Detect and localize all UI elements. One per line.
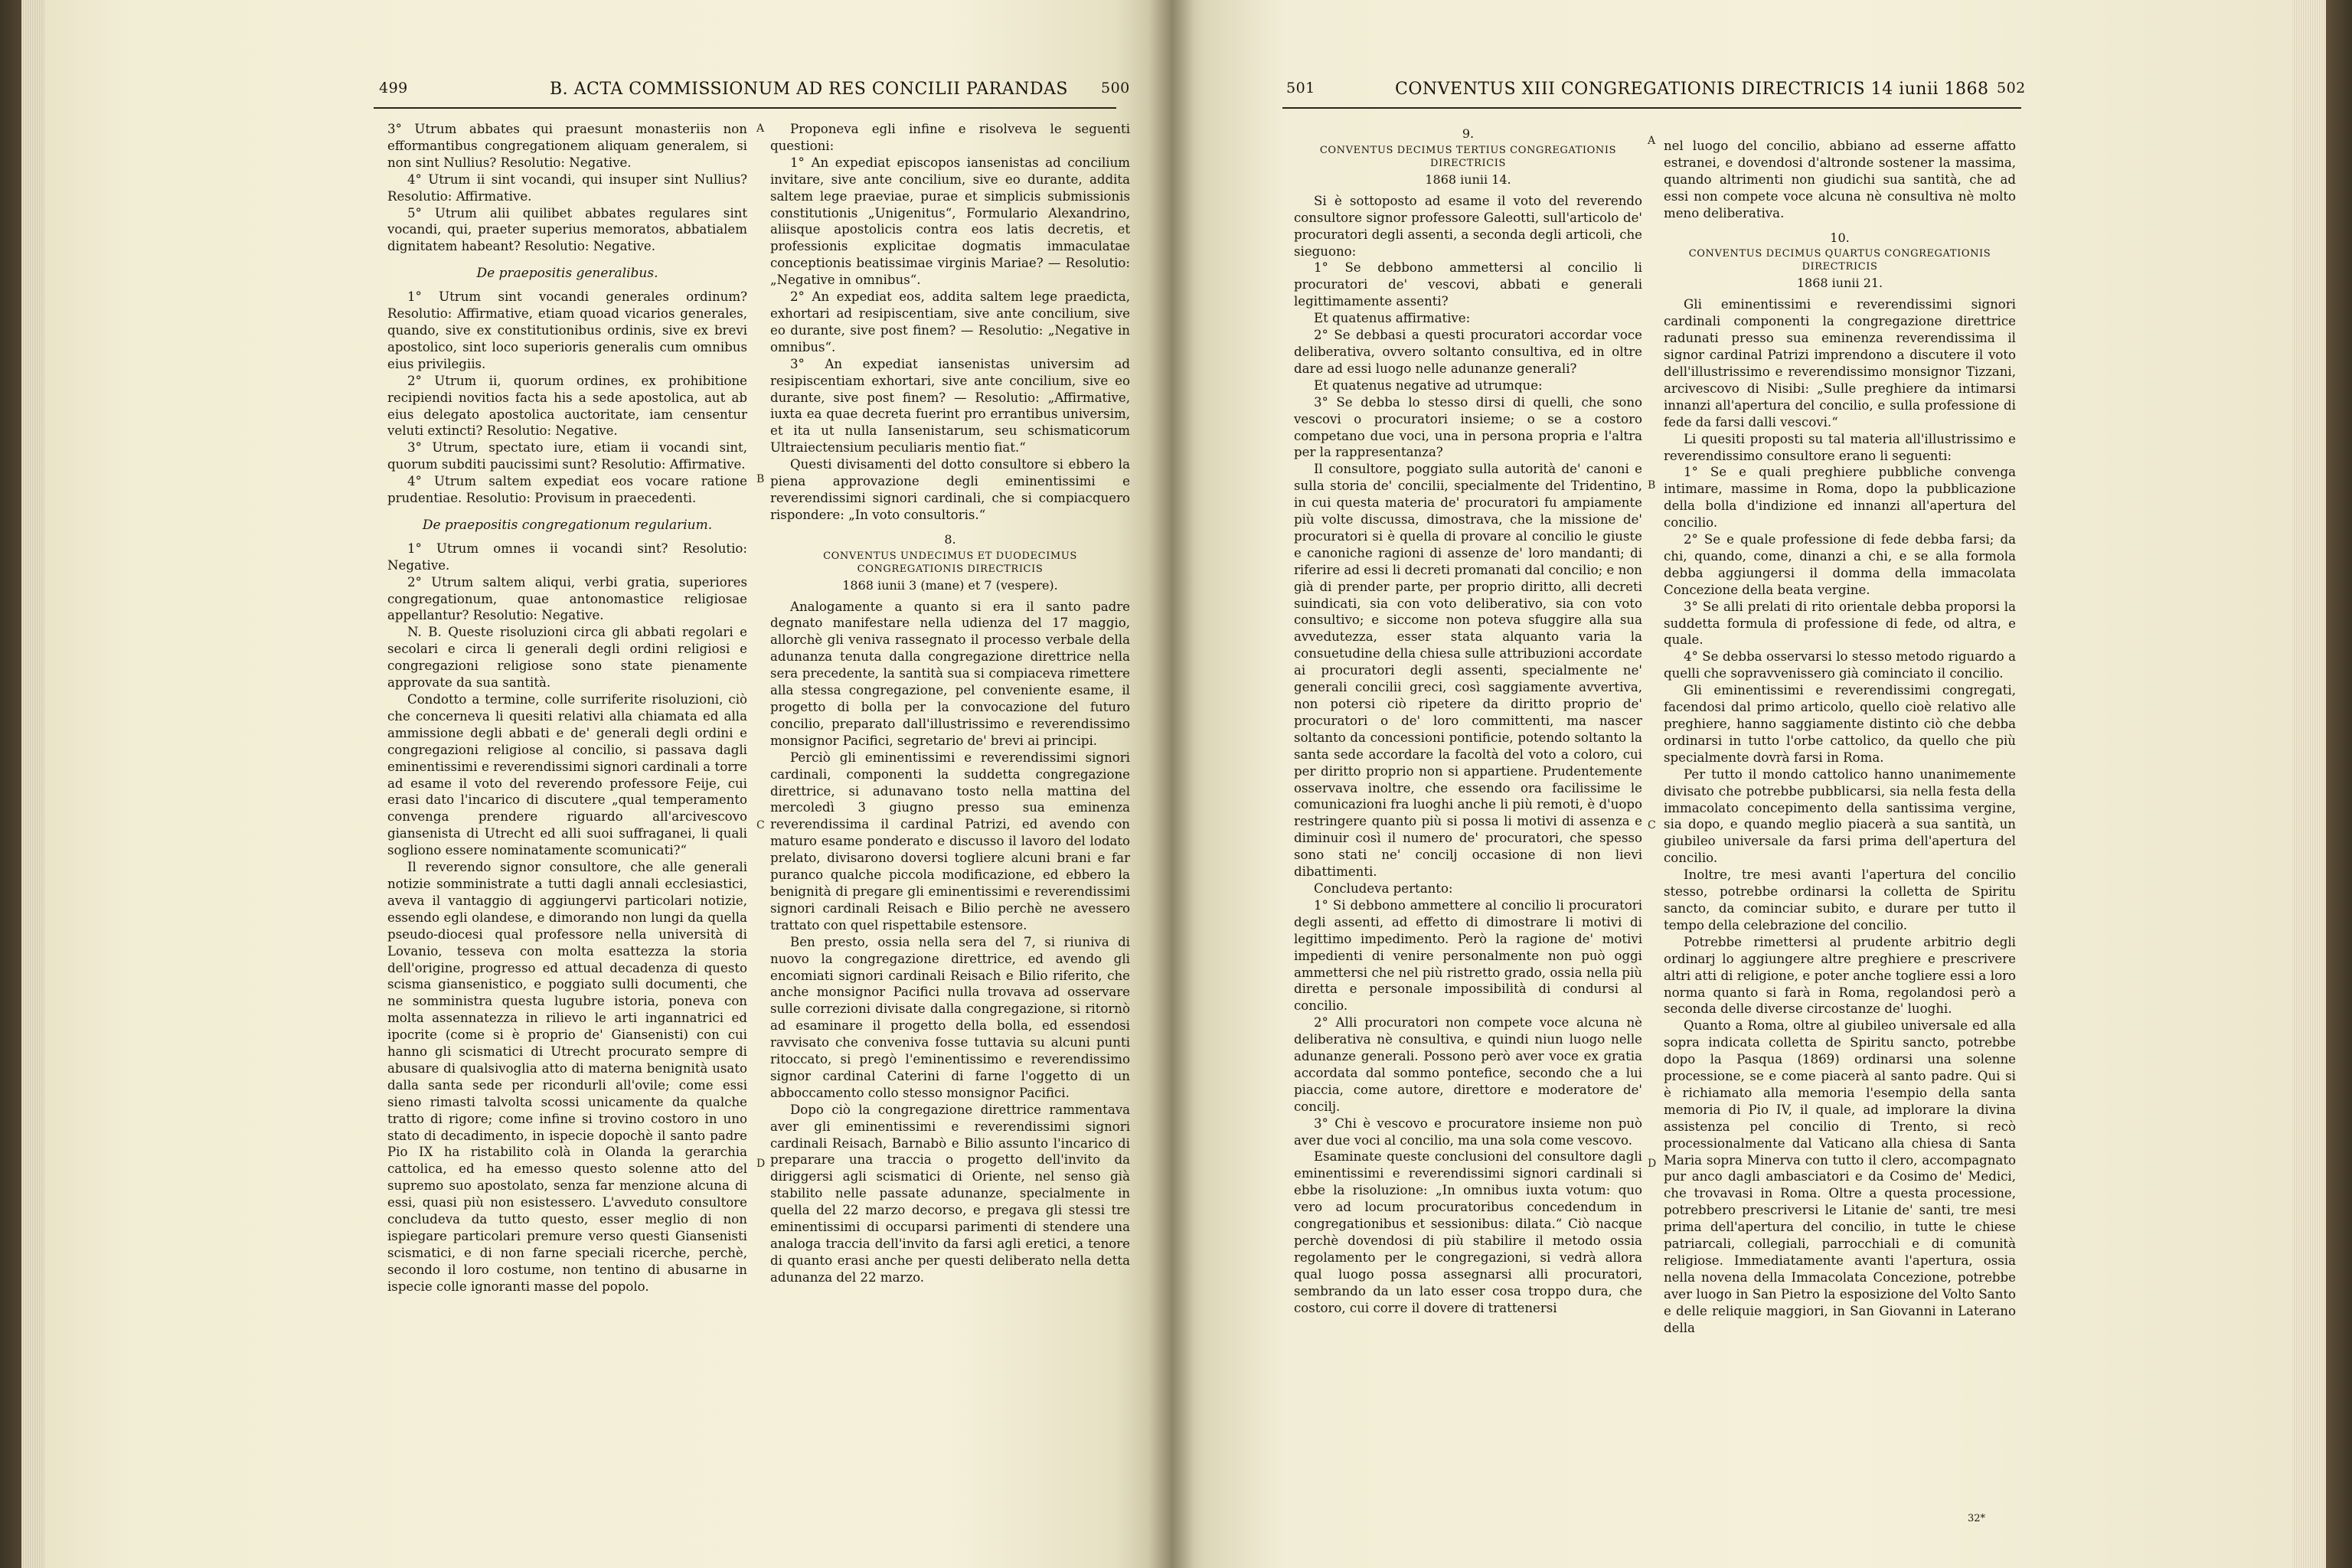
paragraph: 1° Si debbono ammettere al concilio li procuratori degli assenti, ad effetto di dimostrare li motivi di legittimo impedimento. Però la ragione de' motivi impedienti di venire personalmente non può oggi ammettersi che nel più ristretto grado, ossia nella più diretta e personale impossibilità di condursi al concilio. (1294, 897, 1642, 1014)
section-title: CONVENTUS UNDECIMUS ET DUODECIMUS CONGREGATIONIS DIRECTRICIS (823, 550, 1077, 575)
left-page-header (44, 80, 1171, 107)
paragraph: Ben presto, ossia nella sera del 7, si riuniva di nuovo la congregazione direttrice, ed avendo gli encomiati signori cardinali Reisach e Bilio riferito, che anche monsignor Pacifici nulla trovava ad osservare sulle correzioni divisate dalla congregazione, si ritornò ad esaminare il progetto della bolla, ed essendosi ravvisato che conveniva fosse tuttavia su alcuni punti ritoccato, si pregò l'eminentissimo e reverendissimo signor cardinal Caterini di farne l'oggetto di un abboccamento collo stesso monsignor Pacifici. (770, 934, 1130, 1100)
paragraph: Et quatenus negative ad utrumque: (1314, 377, 1543, 393)
right-page-edges (2292, 0, 2326, 1568)
section-number: 10. (1830, 230, 1850, 245)
paragraph: 2° Utrum saltem aliqui, verbi gratia, superiores congregationum, quae antonomastice religiosae appellantur? Resolutio: Negative. (387, 574, 747, 623)
paragraph: Questi divisamenti del dotto consultore si ebbero la piena approvazione degli eminentissimi e reverendissimi signori cardinali, che si compiacquero rispondere: „In voto consultoris.“ (770, 457, 1130, 522)
paragraph: 2° Utrum ii, quorum ordines, ex prohibitione recipiendi novitios facta his a sede apostolica, aut ab eius delegato apostolica auctoritate, iam censentur veluti extincti? Resolutio: Negative. (387, 373, 747, 439)
paragraph: Analogamente a quanto si era il santo padre degnato manifestare nella udienza del 17 maggio, allorchè gli veniva rassegnato il processo verbale della adunanza tenuta dalla congregazione direttrice nella sera precedente, la santità sua si compiaceva rimettere alla stessa congregazione, pel conveniente esame, il progetto di bolla per la convocazione del futuro concilio, preparato dall'illustrissimo e reverendissimo monsignor Pacifici, segretario de' brevi ai principi. (770, 599, 1130, 748)
margin-letter: C (756, 819, 765, 831)
header-rule (1282, 107, 2021, 109)
margin-letter: A (756, 122, 765, 135)
paragraph: 1° Se debbono ammettersi al concilio li procuratori de' vescovi, abbati e generali legittimamente assenti? (1294, 260, 1642, 309)
section-title: CONVENTUS DECIMUS QUARTUS CONGREGATIONIS DIRECTRICIS (1688, 248, 1991, 273)
paragraph: 1° Se e quali preghiere pubbliche convenga intimare, massime in Roma, dopo la pubblicazione della bolla d'indizione ed innanzi all'apertura del concilio. (1664, 465, 2016, 531)
paragraph: Proponeva egli infine e risolveva le seguenti questioni: (770, 122, 1130, 153)
paragraph: Inoltre, tre mesi avanti l'apertura del concilio stesso, potrebbe ordinarsi la colletta de Spiritu sancto, da cominciar subito, e durare per tutto il tempo della celebrazione del concilio. (1664, 867, 2016, 933)
column-text-block (770, 121, 1130, 524)
page-number-500: 500 (1101, 80, 1130, 96)
header-rule (374, 107, 1116, 109)
paragraph: Il reverendo signor consultore, che alle generali notizie somministrate a tutti dagli annali ecclesiastici, aveva il vantaggio di aggiungervi particolari notizie, essendo egli olandese, e dimorando non lungi da quella pseudo-diocesi qual professore nella università di Lovanio, tesseva con molta esattezza la storia dell'origine, progresso ed attual decadenza di questo scisma giansenistico, e poggiato sulli documenti, che ne somministra questa lugubre istoria, poneva con molta assennatezza in rilievo le arti ingannatrici ed ipocrite (come si è proprio de' Giansenisti) con cui hanno gli scismatici di Utrecht procurato sempre di abusare di qualsivoglia atto di materna benignità usato dalla santa sede per ricondurli all'ovile; come essi sieno rimasti talvolta scossi unicamente da qualche tratto di rigore; come infine si trovino costoro in uno stato di decadimento, in ispecie dopochè il santo padre Pio IX ha ristabilito colà in Olanda la gerarchia cattolica, ed ha emesso questo solenne atto del supremo suo apostolato, senza far menzione alcuna di essi, quasi più non esistessero. L'avveduto consultore concludeva da tutto questo, esser meglio di non ispiegare particolari premure verso questi Giansenisti scismatici, e di non farne speciali ricerche, perchè, secondo il loro costume, non tentino di abusarne in ispecie colle ignoranti masse del popolo. (387, 860, 747, 1294)
paragraph: Gli eminentissimi e reverendissimi congregati, facendosi dal primo articolo, quello cioè relativo alle preghiere, hanno saggiamente distinto ciò che debba ordinarsi in tutto l'orbe cattolico, da quello che più specialmente dovrà farsi in Roma. (1664, 683, 2016, 765)
paragraph: Esaminate queste conclusioni del consultore dagli eminentissimi e reverendissimi signori cardinali si ebbe la risoluzione: „In omnibus iuxta votum: quo vero ad locum procuratoribus concedendum in congregationibus et sessionibus: dilata.“ Ciò nacque perchè dovendosi di più stabilire il metodo ossia regolamento per le congregazioni, si vedrà allora qual luogo possa assegnarsi alli procuratori, sembrando da un lato esser cosa troppo dura, che costoro, cui corre il dovere di trattenersi (1294, 1149, 1642, 1315)
section-date: 1868 iunii 14. (1425, 172, 1511, 187)
paragraph: 1° An expediat episcopos iansenistas ad concilium invitare, sive ante concilium, sive eo durante, addita saltem lege praeviae, purae et simplicis submissionis constitutionis „Unigenitus“, Formulario Alexandrino, aliisque apostolicis contra eos latis decretis, et professionis explicitae dogmatis immaculatae conceptionis beatissimae virginis Mariae? — Resolutio: „Negative in omnibus“. (770, 155, 1130, 288)
paragraph: Concludeva pertanto: (1314, 880, 1453, 896)
paragraph: 4° Utrum ii sint vocandi, qui insuper sint Nullius? Resolutio: Affirmative. (387, 172, 747, 204)
paragraph: N. B. Queste risoluzioni circa gli abbati regolari e secolari e circa li generali degli ordini religiosi e congregazioni religiose sono state pienamente approvate da sua santità. (387, 625, 747, 691)
paragraph: Condotto a termine, colle surriferite risoluzioni, ciò che concerneva li quesiti relativi alla chiamata ed alla ammissione degli abbati e de' generali degli ordini e congregazioni religiose al concilio, si passava dagli eminentissimi e reverendissimi signori cardinali a torre ad esame il voto del reverendo professore Feije, cui erasi dato l'incarico di discutere „qual temperamento convenga prendere riguardo all'arcivescovo giansenista di Utrecht ed alli suoi suffraganei, li quali sogliono essere nominatamente scomunicati?“ (387, 692, 747, 858)
paragraph: 1° Utrum sint vocandi generales ordinum? Resolutio: Affirmative, etiam quoad vicarios generales, quando, sive ex constitutionibus ordinis, sive ex brevi apostolico, sint loco superioris generalis cum omnibus eius privilegiis. (387, 289, 747, 371)
paragraph: Dopo ciò la congregazione direttrice rammentava aver gli eminentissimi e reverendissimi signori cardinali Reisach, Barnabò e Bilio assunto l'incarico di preparare una traccia o progetto dell'invito da diriggersi agli scismatici di Oriente, nel senso già stabilito nelle passate adunanze, specialmente in quella del 22 marzo decorso, e pregava gli stessi tre eminentissimi di occuparsi parimenti di stendere una analoga traccia dell'invito da farsi agli eretici, a tenore di quanto erasi anche per questi deliberato nella detta adunanza del 22 marzo. (770, 1102, 1130, 1285)
margin-letter: D (1648, 1158, 1657, 1170)
paragraph: Gli eminentissimi e reverendissimi signori cardinali componenti la congregazione direttrice radunati presso sua eminenza reverendissima il signor cardinal Patrizi imprendono a discutere il voto dell'illustrissimo e reverendissimo monsignor Tizzani, arcivescovo di Nisibi: „Sulle preghiere da intimarsi innanzi all'apertura del concilio, e sulla professione di fede da farsi dalli vescovi.“ (1664, 297, 2016, 430)
section-title: CONVENTUS DECIMUS TERTIUS CONGREGATIONIS DIRECTRICIS (1319, 144, 1617, 169)
paragraph: 2° Se debbasi a questi procuratori accordar voce deliberativa, ovvero soltanto consultiva, ed in oltre dare ad essi luogo nelle adunanze generali? (1294, 328, 1642, 376)
column-text-block (1664, 296, 2016, 1336)
paragraph: Potrebbe rimettersi al prudente arbitrio degli ordinarj lo aggiungere altre preghiere e prescrivere altri atti di religione, e poter anche togliere essi a loro norma quanto si farà in Roma, regolandosi però a seconda delle diverse circostanze de' luoghi. (1664, 934, 2016, 1017)
right-page-column-1 (1294, 126, 1642, 1317)
paragraph: Li quesiti proposti su tal materia all'illustrissimo e reverendissimo consultore erano li seguenti: (1664, 431, 2016, 463)
margin-letter: B (756, 473, 765, 485)
paragraph: 2° Se e quale professione di fede debba farsi; da chi, quando, come, dinanzi a chi, e se alla formola debba aggiungersi il domma della immacolata Concezione della beata vergine. (1664, 532, 2016, 597)
paragraph: 3° Chi è vescovo e procuratore insieme non può aver due voci al concilio, ma una sola come vescovo. (1294, 1116, 1642, 1148)
paragraph: 4° Utrum saltem expediat eos vocare ratione prudentiae. Resolutio: Provisum in praecedenti. (387, 474, 747, 506)
paragraph: 1° Utrum omnes ii vocandi sint? Resolutio: Negative. (387, 541, 747, 573)
section-number: 9. (1462, 126, 1475, 141)
paragraph: 3° Utrum abbates qui praesunt monasteriis non efformantibus congregationem aliquam generalem, si non sint Nullius? Resolutio: Negative. (387, 122, 747, 170)
paragraph: Si è sottoposto ad esame il voto del reverendo consultore signor professore Galeotti, sull'articolo de' procuratori degli assenti, a seconda degli articoli, che sieguono: (1294, 193, 1642, 259)
left-page-edges (21, 0, 44, 1568)
paragraph: 2° An expediat eos, addita saltem lege praedicta, exhortari ad resipiscentiam, sive ante concilium, sive eo durante, sive post finem? — Resolutio: „Negative in omnibus“. (770, 289, 1130, 354)
page-number-499: 499 (379, 80, 408, 96)
page-number-502: 502 (1997, 80, 2026, 96)
section-heading: De praepositis congregationum regularium. (422, 517, 713, 533)
section-number: 8. (944, 531, 956, 547)
left-page-column-1 (387, 121, 747, 1295)
left-page (44, 0, 1171, 1568)
column-text-block (770, 599, 1130, 1286)
right-page (1171, 0, 2292, 1568)
margin-letter: D (756, 1158, 766, 1170)
paragraph: Quanto a Roma, oltre al giubileo universale ed alla sopra indicata colletta de Spiritu sancto, potrebbe dopo la Pasqua (1869) ordinarsi una solenne processione, se e come piacerà al santo padre. Qui si è richiamato alla memoria l'esempio della santa memoria di Pio IV, il quale, ad implorare la divina assistenza pel concilio di Trento, si recò processionalmente dal Vaticano alla chiesa di Santa Maria sopra Minerva con tutto il clero, accompagnato pur anco dagli ambasciatori e da Cosimo de' Medici, che trovavasi in Roma. Oltre a questa processione, potrebbero prescriversi le Litanie de' santi, tre mesi prima dell'apertura del concilio, in tutte le chiese patriarcali, collegiali, parrocchiali e di comunità religiose. Immediatamente avanti l'apertura, ossia nella novena della Immacolata Concezione, potrebbe aver luogo in San Pietro la esposizione del Volto Santo e delle reliquie maggiori, in San Giovanni in Laterano della (1664, 1018, 2016, 1335)
column-text-block (1664, 138, 2016, 222)
book-gutter-shadow (1148, 0, 1194, 1568)
section-date: 1868 iunii 3 (mane) et 7 (vespere). (842, 577, 1058, 593)
margin-letter: B (1648, 479, 1656, 492)
paragraph: 4° Se debba osservarsi lo stesso metodo riguardo a quelli che sopravvenissero già cominciato il concilio. (1664, 649, 2016, 681)
paragraph: 3° Se alli prelati di rito orientale debba proporsi la suddetta formula di professione di fede, od altra, e quale. (1664, 599, 2016, 648)
paragraph: Et quatenus affirmative: (1314, 311, 1471, 326)
paragraph: Per tutto il mondo cattolico hanno unanimemente divisato che potrebbe pubblicarsi, sia nella festa della immacolato concepimento della santissima vergine, sia dopo, e quando meglio piacerà a sua santità, un giubileo universale da farsi prima dell'apertura del concilio. (1664, 766, 2016, 866)
section-date: 1868 iunii 21. (1796, 276, 1883, 291)
running-title: B. ACTA COMMISSIONUM AD RES CONCILII PARANDAS (550, 80, 1068, 99)
margin-letter: A (1648, 135, 1656, 147)
paragraph: 3° Utrum, spectato iure, etiam ii vocandi sint, quorum subditi paucissimi sunt? Resolutio: Affirmative. (387, 440, 747, 472)
left-page-column-2 (770, 121, 1130, 1286)
right-page-column-2 (1664, 138, 2016, 1337)
right-page-header (1171, 80, 2292, 107)
paragraph: nel luogo del concilio, abbiano ad esserne affatto estranei, e dovendosi d'altronde sostener la massima, quando altrimenti non giudichi sua santità, che ad essi non compete voce alcuna nè consultiva nè molto meno deliberativa. (1664, 139, 2016, 220)
paragraph: 3° An expediat iansenistas universim ad resipiscentiam exhortari, sive ante concilium, sive eo durante, sive post finem? — Resolutio: „Affirmative, iuxta ea quae decreta fuerint pro errantibus universim, et ita ut nulla Iansenistarum, seu schismaticorum Ultraiectensium peculiaris mentio fiat.“ (770, 356, 1130, 456)
paragraph: 3° Se debba lo stesso dirsi di quelli, che sono vescovi o procuratori insieme; o se a costoro competano due voci, una in persona propria e l'altra per la rappresentanza? (1294, 394, 1642, 460)
paragraph: Il consultore, poggiato sulla autorità de' canoni e sulla storia de' concilii, specialmente del Tridentino, in cui questa materia de' procuratori fu ampiamente più volte discussa, dimostrava, che la missione de' procuratori si è quella di provare al concilio le giuste e canoniche ragioni di assenze de' loro mandanti; di riferire ad essi li decreti promanati dal concilio; e non già di prender parte, per proprio diritto, alli decreti suindicati, sia con voto deliberativo, sia con voto consultivo; e siccome non poteva sfuggire alla sua avvedutezza, esser stata alquanto varia la consuetudine della chiesa sulle attribuzioni accordate ai procuratori degli assenti, specialmente ne' generali concilii greci, così saggiamente avvertiva, non potersi ciò ripetere da diritto proprio de' procuratori o de' loro committenti, ma nascer soltanto da concessioni pontificie, potendo soltanto la santa sede accordare la facoltà del voto a coloro, cui per diritto proprio non si appartiene. Prudentemente osservava inoltre, che essendo ora facilissime le comunicazioni fra luoghi anche li più remoti, è d'uopo restringere quanto più si possa li motivi di assenza e diminuir così il numero de' procuratori, che spesso sono stati ne' concilj occasione di non lievi dibattimenti. (1294, 462, 1642, 880)
paragraph: Perciò gli eminentissimi e reverendissimi signori cardinali, componenti la suddetta congregazione direttrice, si adunavano tosto nella mattina del mercoledì 3 giugno presso sua eminenza reverendissima il cardinal Patrizi, ed avendo con maturo esame ponderato e discusso il lavoro del lodato prelato, divisarono doversi togliere alcuni brani e far puranco qualche piccola modificazione, ed ebbero la benignità di pregare gli eminentissimi e reverendissimi signori cardinali Reisach e Bilio perchè ne avessero trattato con quel rispettabile estensore. (770, 750, 1130, 933)
paragraph: 2° Alli procuratori non compete voce alcuna nè deliberativa nè consultiva, e quindi niun luogo nelle adunanze generali. Possono però aver voce ex gratia accordata dal sommo pontefice, secondo che a lui piaccia, come autore, direttore e moderatore de' concilj. (1294, 1015, 1642, 1114)
signature-mark: 32* (1968, 1513, 1986, 1524)
page-number-501: 501 (1286, 80, 1315, 96)
column-text-block (1294, 193, 1642, 1317)
paragraph: 5° Utrum alii quilibet abbates regulares sint vocandi, qui, praeter superius memoratos, abbatialem dignitatem habeant? Resolutio: Negative. (387, 205, 747, 254)
running-title: CONVENTUS XIII CONGREGATIONIS DIRECTRICIS 14 iunii 1868 (1395, 80, 1989, 99)
section-heading: De praepositis generalibus. (476, 266, 658, 282)
margin-letter: C (1648, 819, 1656, 831)
